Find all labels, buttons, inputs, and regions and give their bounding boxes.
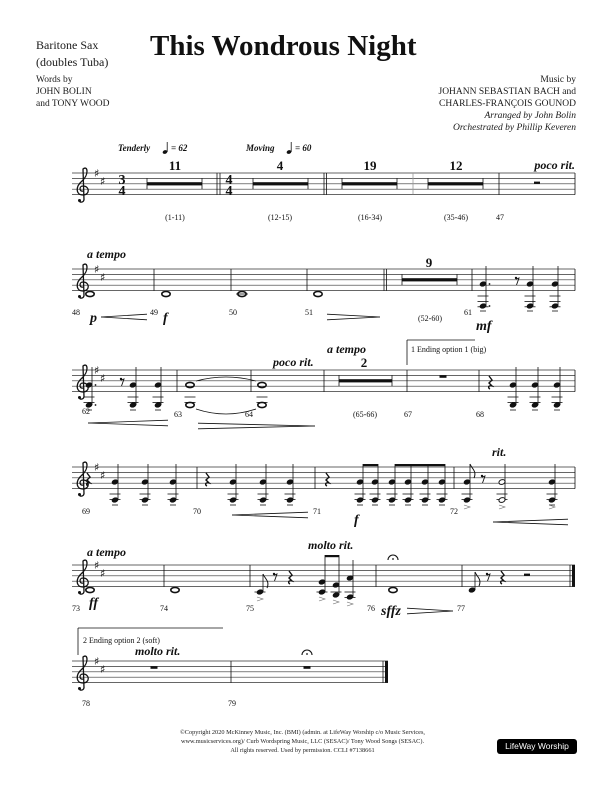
rit-marking: rit. xyxy=(492,445,507,459)
multirest-bar xyxy=(428,182,483,185)
notation-layer xyxy=(72,167,575,690)
fermata-icon xyxy=(306,653,308,655)
time-signature-bottom: 4 xyxy=(118,184,126,199)
accent-mark xyxy=(319,597,325,601)
crescendo-hairpin xyxy=(101,314,147,317)
eighth-flag xyxy=(470,464,475,478)
ending-1-label: 1 Ending option 1 (big) xyxy=(411,345,487,354)
multirest-range: (65-66) xyxy=(353,410,377,419)
quarter-rest-icon xyxy=(289,571,292,584)
measure-number: 74 xyxy=(160,604,168,613)
sharp-icon: ♯ xyxy=(100,372,106,385)
a-tempo-marking: a tempo xyxy=(87,247,126,261)
music-label: Music by xyxy=(540,75,576,85)
instrument-name: Baritone Sax xyxy=(36,38,99,52)
dynamic-ff: ff xyxy=(89,596,99,611)
time-signature-top: 3 xyxy=(118,173,126,188)
instrument-note: (doubles Tuba) xyxy=(36,55,109,69)
quarter-rest-icon xyxy=(489,376,492,389)
sharp-icon: ♯ xyxy=(94,263,100,276)
treble-clef-icon xyxy=(78,591,81,594)
decrescendo-hairpin xyxy=(327,314,380,317)
a-tempo-marking: a tempo xyxy=(87,545,126,559)
sharp-icon: ♯ xyxy=(94,655,100,668)
sharp-icon: ♯ xyxy=(100,469,106,482)
measure-number: 70 xyxy=(193,507,201,516)
treble-clef-icon xyxy=(78,493,81,496)
measure-number: 78 xyxy=(82,699,90,708)
fermata-icon xyxy=(392,558,394,560)
beam xyxy=(395,464,445,466)
decrescendo-hairpin xyxy=(407,608,453,611)
quarter-note-icon xyxy=(162,142,168,155)
decrescendo-hairpin xyxy=(198,426,315,429)
multirest-count: 19 xyxy=(363,158,377,173)
sharp-icon: ♯ xyxy=(100,271,106,284)
measure-number: 62 xyxy=(82,407,90,416)
crescendo-hairpin xyxy=(232,515,308,518)
decrescendo-hairpin xyxy=(198,423,315,426)
measure-number: 63 xyxy=(174,410,182,419)
eighth-rest-icon xyxy=(274,574,277,581)
measure-number: 50 xyxy=(229,308,237,317)
eighth-rest-icon xyxy=(516,278,519,285)
treble-clef-icon xyxy=(78,396,81,399)
eighth-flag xyxy=(475,572,480,586)
whole-note xyxy=(162,291,170,296)
dynamic-mf: mf xyxy=(476,319,492,334)
tempo-marking: Tenderly xyxy=(118,143,151,153)
measure-number: 48 xyxy=(72,308,80,317)
whole-note xyxy=(186,382,194,387)
multirest-bar xyxy=(402,278,457,281)
time-signature-bottom: 4 xyxy=(225,184,233,199)
quarter-rest-icon xyxy=(501,571,504,584)
quarter-note-icon xyxy=(286,142,292,155)
eighth-rest-icon xyxy=(487,574,490,581)
accent-mark xyxy=(549,505,555,509)
copyright-line: ©Copyright 2020 McKinney Music, Inc. (BMI) (admin. at LifeWay Worship c/o Music Services, xyxy=(180,729,425,736)
tempo-bpm: = 60 xyxy=(295,143,312,153)
measure-number: 72 xyxy=(450,507,458,516)
accent-mark xyxy=(347,602,353,606)
molto-rit-marking: molto rit. xyxy=(135,644,181,658)
measure-number: 75 xyxy=(246,604,254,613)
measure-number: 67 xyxy=(404,410,412,419)
whole-note xyxy=(171,587,179,592)
dot xyxy=(95,384,97,386)
multirest-bar xyxy=(339,379,392,382)
copyright-notice xyxy=(130,728,475,755)
multirest-count: 9 xyxy=(425,255,433,270)
composer-line: CHARLES-FRANÇOIS GOUNOD xyxy=(439,99,576,109)
treble-clef-icon xyxy=(78,687,81,690)
half-rest-icon xyxy=(524,574,530,576)
eighth-rest-icon xyxy=(121,379,124,386)
quarter-rest-icon xyxy=(206,473,209,486)
measure-number: 79 xyxy=(228,699,236,708)
multirest-range: (16-34) xyxy=(358,213,382,222)
crescendo-hairpin xyxy=(101,317,147,320)
whole-rest-icon xyxy=(440,375,447,377)
sharp-icon: ♯ xyxy=(94,559,100,572)
measure-number: 61 xyxy=(464,308,472,317)
sharp-icon: ♯ xyxy=(100,175,106,188)
measure-number: 64 xyxy=(245,410,253,419)
whole-note xyxy=(314,291,322,296)
dynamic-f: f xyxy=(354,513,359,528)
measure-number: 51 xyxy=(305,308,313,317)
lyricist-line: and TONY WOOD xyxy=(36,99,110,109)
song-title: This Wondrous Night xyxy=(150,30,417,62)
multirest-bar xyxy=(342,182,397,185)
multirest-range: (52-60) xyxy=(418,314,442,323)
measure-number: 47 xyxy=(496,213,504,222)
accent-mark xyxy=(257,597,263,601)
accent-mark xyxy=(499,505,505,509)
dynamic-p: p xyxy=(90,311,97,326)
sharp-icon: ♯ xyxy=(100,663,106,676)
tempo-marking: Moving xyxy=(246,143,275,153)
a-tempo-marking: a tempo xyxy=(327,342,366,356)
dot xyxy=(489,283,491,285)
whole-note xyxy=(389,587,397,592)
dot xyxy=(95,404,97,406)
poco-rit-marking: poco rit. xyxy=(273,355,314,369)
measure-number: 49 xyxy=(150,308,158,317)
multirest-range: (35-46) xyxy=(444,213,468,222)
copyright-line: www.musicservices.org)/ Curb Wordspring Music, LLC (SESAC)/ Tony Wood Songs (SESAC). xyxy=(180,738,425,745)
crescendo-hairpin xyxy=(232,512,308,515)
decrescendo-hairpin xyxy=(327,317,380,320)
final-barline xyxy=(572,565,575,587)
words-label: Words by xyxy=(36,75,73,85)
quarter-rest-icon xyxy=(326,473,329,486)
whole-rest-icon xyxy=(304,666,311,668)
eighth-rest-icon xyxy=(482,476,485,483)
dynamic-sffz: sffz xyxy=(381,604,401,619)
multirest-bar xyxy=(253,182,308,185)
time-signature-top: 4 xyxy=(225,173,233,188)
multirest-count: 11 xyxy=(168,158,182,173)
crescendo-hairpin xyxy=(493,522,568,525)
beam xyxy=(325,555,339,557)
crescendo-hairpin xyxy=(88,423,168,426)
dynamic-f: f xyxy=(163,311,168,326)
whole-rest-icon xyxy=(151,666,158,668)
measure-number: 68 xyxy=(476,410,484,419)
measure-number: 76 xyxy=(367,604,375,613)
tie xyxy=(196,377,256,381)
sharp-icon: ♯ xyxy=(100,567,106,580)
measure-number: 71 xyxy=(313,507,321,516)
whole-note xyxy=(86,587,94,592)
lyricist-line: JOHN BOLIN xyxy=(36,87,92,97)
measure-number: 69 xyxy=(82,507,90,516)
publisher-logo: LifeWay Worship xyxy=(497,739,577,754)
measure-number: 73 xyxy=(72,604,80,613)
treble-clef-icon xyxy=(78,199,81,202)
multirest-count: 12 xyxy=(449,158,463,173)
ending-2-label: 2 Ending option 2 (soft) xyxy=(83,636,160,645)
final-barline xyxy=(385,661,388,683)
whole-note xyxy=(86,291,94,296)
whole-note xyxy=(258,382,266,387)
treble-clef-icon xyxy=(78,295,81,298)
beam xyxy=(363,464,378,466)
multirest-count: 2 xyxy=(360,355,368,370)
decrescendo-hairpin xyxy=(407,611,453,614)
composer-line: JOHANN SEBASTIAN BACH and xyxy=(438,87,576,97)
half-rest-icon xyxy=(534,182,540,184)
multirest-bar xyxy=(147,182,202,185)
whole-note xyxy=(186,402,194,407)
multirest-range: (12-15) xyxy=(268,213,292,222)
tempo-bpm: = 62 xyxy=(171,143,188,153)
accent-mark xyxy=(464,505,470,509)
sharp-icon: ♯ xyxy=(94,461,100,474)
arranger-credit: Arranged by John Bolin xyxy=(484,111,576,121)
multirest-range: (1-11) xyxy=(165,213,185,222)
crescendo-hairpin xyxy=(493,519,568,522)
dot xyxy=(489,305,491,307)
measure-number: 77 xyxy=(457,604,465,613)
crescendo-hairpin xyxy=(88,420,168,423)
sharp-icon: ♯ xyxy=(94,364,100,377)
sharp-icon: ♯ xyxy=(94,167,100,180)
copyright-line: All rights reserved. Used by permission. CCLI #7138661 xyxy=(230,747,375,754)
orchestrator-credit: Orchestrated by Phillip Keveren xyxy=(452,123,576,133)
accent-mark xyxy=(333,600,339,604)
multirest-count: 4 xyxy=(276,158,284,173)
poco-rit-marking: poco rit. xyxy=(534,158,575,172)
whole-note xyxy=(258,402,266,407)
molto-rit-marking: molto rit. xyxy=(308,538,354,552)
